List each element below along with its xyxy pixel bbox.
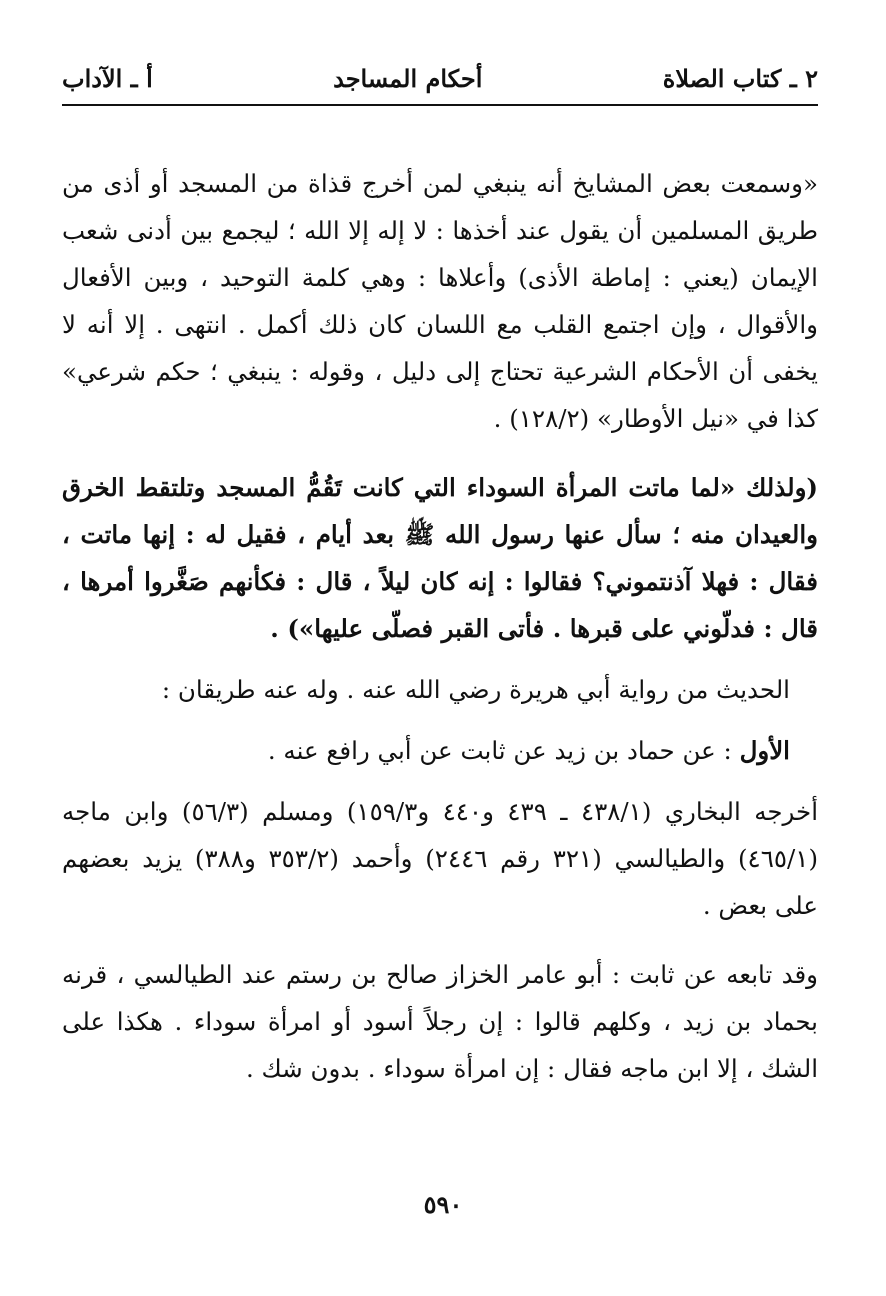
page-body (62, 160, 818, 1092)
header-section: أ ـ الآداب (62, 63, 153, 93)
paragraph-first-route (62, 727, 818, 774)
first-route-text: : عن حماد بن زيد عن ثابت عن أبي رافع عنه . (267, 736, 740, 765)
running-header (62, 58, 818, 106)
paragraph-hadith: (ولذلك «لما ماتت المرأة السوداء التي كانت تَقُمُّ المسجد وتلتقط الخرق والعيدان منه ؛ سأل عنها رسول الله ﷺ بعد أيام ، فقيل له : إنها ماتت ، فقال : فهلا آذنتموني؟ فقالوا : إنه كان ليلاً ، قال : فكأنهم صَغَّروا أمرها ، قال : فدلّوني على قبرها . فأتى القبر فصلّى عليها») . (62, 473, 818, 643)
paragraph-sources: أخرجه البخاري (٤٣٨/١ ـ ٤٣٩ و٤٤٠ و١٥٩/٣) ومسلم (٥٦/٣) وابن ماجه (٤٦٥/١) والطيالسي (٣٢١ رقم ٢٤٤٦) وأحمد (٣٥٣/٢ و٣٨٨) يزيد بعضهم على بعض . (62, 797, 818, 920)
header-chapter: ٢ ـ كتاب الصلاة (662, 63, 818, 93)
header-title: أحكام المساجد (333, 63, 483, 93)
paragraph-corroboration: وقد تابعه عن ثابت : أبو عامر الخزاز صالح بن رستم عند الطيالسي ، قرنه بحماد بن زيد ، وكلهم قالوا : إن رجلاً أسود أو امرأة سوداء . هكذا على الشك ، إلا ابن ماجه فقال : إن امرأة سوداء . بدون شك . (62, 960, 818, 1083)
page-number: ٥٩٠ (423, 1190, 463, 1219)
paragraph-narration: الحديث من رواية أبي هريرة رضي الله عنه . وله عنه طريقان : (161, 675, 790, 704)
first-route-label: الأول (739, 736, 790, 765)
paragraph-quote: «وسمعت بعض المشايخ أنه ينبغي لمن أخرج قذاة من المسجد أو أذى من طريق المسلمين أن يقول عند أخذها : لا إله إلا الله ؛ ليجمع بين أدنى شعب الإيمان (يعني : إماطة الأذى) وأعلاها : وهي كلمة التوحيد ، وبين الأفعال والأقوال ، وإن اجتمع القلب مع اللسان كان ذلك أكمل . انتهى . إلا أنه لا يخفى أن الأحكام الشرعية تحتاج إلى دليل ، وقوله : ينبغي ؛ حكم شرعي» كذا في «نيل الأوطار» (١٢٨/٢) . (62, 169, 818, 433)
